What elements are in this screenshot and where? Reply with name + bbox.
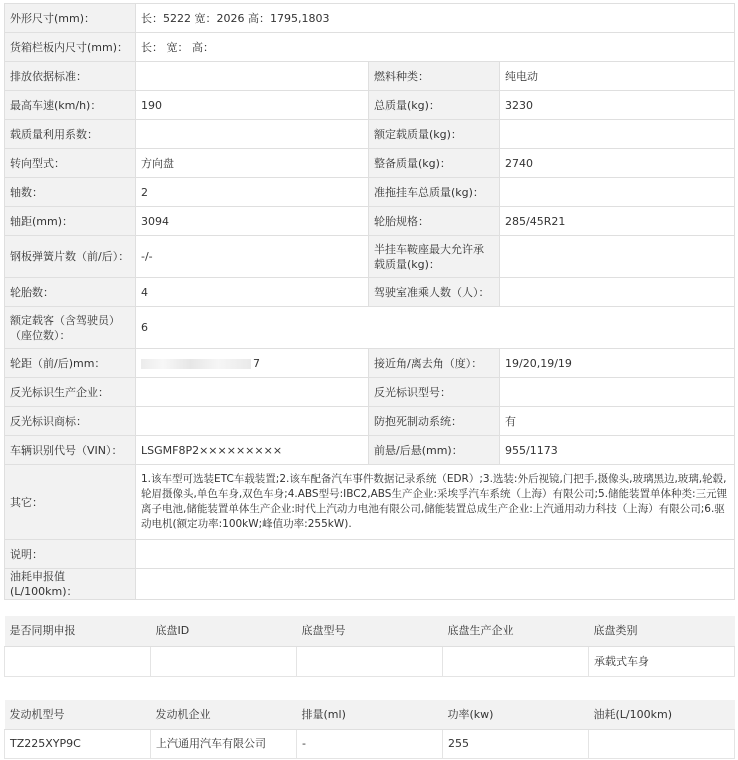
engine-header-model: 发动机型号 [5, 700, 151, 729]
track-value-end: 7 [253, 356, 260, 370]
vin-label: 车辆识别代号（VIN）： [5, 436, 136, 465]
engine-header-displacement: 排量(ml) [297, 700, 443, 729]
speed-value: 190 [136, 91, 369, 120]
wheelbase-label: 轴距(mm)： [5, 207, 136, 236]
gross-value: 3230 [500, 91, 735, 120]
spec-row-cargo [5, 33, 735, 62]
engine-fuelcons [589, 729, 735, 758]
chassis-maker [443, 646, 589, 676]
track-label: 轮距（前/后)mm： [5, 349, 136, 378]
refl-brand-label: 反光标识商标： [5, 407, 136, 436]
chassis-header-model: 底盘型号 [297, 616, 443, 646]
saddle-value [500, 236, 735, 278]
speed-label: 最高车速(km/h)： [5, 91, 136, 120]
tire-value: 285/45R21 [500, 207, 735, 236]
seats-value: 6 [136, 307, 735, 349]
spec-row-tirecount [5, 278, 735, 307]
gross-label: 总质量(kg)： [369, 91, 500, 120]
spec-row-track [5, 349, 735, 378]
chassis-table [4, 616, 735, 677]
saddle-label: 半挂车鞍座最大允许承载质量(kg)： [369, 236, 500, 278]
engine-header-power: 功率(kw) [443, 700, 589, 729]
spec-row-emission [5, 62, 735, 91]
redacted-blur [141, 359, 251, 369]
curb-value: 2740 [500, 149, 735, 178]
chassis-model [297, 646, 443, 676]
spec-row-spring [5, 236, 735, 278]
engine-maker: 上汽通用汽车有限公司 [151, 729, 297, 758]
spec-row-fuelcons [5, 569, 735, 600]
axles-value: 2 [136, 178, 369, 207]
trailer-value [500, 178, 735, 207]
engine-displacement: - [297, 729, 443, 758]
steer-label: 转向型式： [5, 149, 136, 178]
spring-value: -/- [136, 236, 369, 278]
abs-label: 防抱死制动系统： [369, 407, 500, 436]
chassis-data-row [5, 646, 735, 676]
track-value [136, 349, 369, 378]
chassis-header-row [5, 616, 735, 646]
engine-table [4, 700, 735, 759]
fuelcons-label: 油耗申报值(L/100km)： [5, 569, 136, 600]
other-label: 其它： [5, 465, 136, 540]
spec-row-axles [5, 178, 735, 207]
refl-brand-value [136, 407, 369, 436]
spec-row-steer [5, 149, 735, 178]
overhang-label: 前悬/后悬(mm)： [369, 436, 500, 465]
refl-maker-value [136, 378, 369, 407]
tirecount-label: 轮胎数： [5, 278, 136, 307]
vin-value: LSGMF8P2××××××××× [136, 436, 369, 465]
spec-row-vin [5, 436, 735, 465]
angle-label: 接近角/离去角（度）： [369, 349, 500, 378]
spec-row-reflbrand [5, 407, 735, 436]
refl-model-value [500, 378, 735, 407]
engine-model: TZ225XYP9C [5, 729, 151, 758]
steer-value: 方向盘 [136, 149, 369, 178]
tirecount-value: 4 [136, 278, 369, 307]
cab-value [500, 278, 735, 307]
tire-label: 轮胎规格： [369, 207, 500, 236]
chassis-id [151, 646, 297, 676]
cargo-value: 长： 宽： 高： [136, 33, 735, 62]
spec-row-note [5, 540, 735, 569]
chassis-header-sync: 是否同期申报 [5, 616, 151, 646]
chassis-header-id: 底盘ID [151, 616, 297, 646]
note-value [136, 540, 735, 569]
angle-value: 19/20,19/19 [500, 349, 735, 378]
fuel-label: 燃料种类： [369, 62, 500, 91]
overhang-value: 955/1173 [500, 436, 735, 465]
spec-row-loadcoef [5, 120, 735, 149]
emission-value [136, 62, 369, 91]
engine-header-fuelcons: 油耗(L/100km) [589, 700, 735, 729]
spec-row-reflmaker [5, 378, 735, 407]
loadcoef-label: 载质量利用系数： [5, 120, 136, 149]
spec-row-dims [5, 4, 735, 33]
other-value: 1.该车型可选装ETC车载装置;2.该车配备汽车事件数据记录系统（EDR）;3.选装:外后视镜,门把手,摄像头,玻璃黑边,玻璃,轮毂,轮眉摄像头,单色车身,双色车身;4.ABS型号:IBC2,ABS生产企业:采埃孚汽车系统（上海）有限公司;5.储能装置单体种类:三元锂离子电池,储能装置单体生产企业:时代上汽动力电池有限公司,储能装置总成生产企业:上汽通用动力科技（上海）有限公司;6.驱动电机(额定功率:100kW;峰值功率:255kW). [136, 465, 735, 540]
trailer-label: 准拖挂车总质量(kg)： [369, 178, 500, 207]
spring-label: 钢板弹簧片数（前/后）： [5, 236, 136, 278]
fuelcons-value [136, 569, 735, 600]
chassis-sync [5, 646, 151, 676]
cab-label: 驾驶室准乘人数（人）： [369, 278, 500, 307]
chassis-type: 承载式车身 [589, 646, 735, 676]
dims-value: 长：5222 宽：2026 高：1795,1803 [136, 4, 735, 33]
fuel-value: 纯电动 [500, 62, 735, 91]
spec-row-other [5, 465, 735, 540]
refl-model-label: 反光标识型号： [369, 378, 500, 407]
spec-table [4, 3, 735, 600]
cargo-label: 货箱栏板内尺寸(mm)： [5, 33, 136, 62]
ratedload-label: 额定载质量(kg)： [369, 120, 500, 149]
engine-header-row [5, 700, 735, 729]
loadcoef-value [136, 120, 369, 149]
chassis-header-type: 底盘类别 [589, 616, 735, 646]
spec-row-wheelbase [5, 207, 735, 236]
dims-label: 外形尺寸(mm)： [5, 4, 136, 33]
seats-label: 额定载客（含驾驶员）（座位数）： [5, 307, 136, 349]
engine-data-row [5, 729, 735, 758]
chassis-header-maker: 底盘生产企业 [443, 616, 589, 646]
note-label: 说明： [5, 540, 136, 569]
axles-label: 轴数： [5, 178, 136, 207]
ratedload-value [500, 120, 735, 149]
wheelbase-value: 3094 [136, 207, 369, 236]
refl-maker-label: 反光标识生产企业： [5, 378, 136, 407]
curb-label: 整备质量(kg)： [369, 149, 500, 178]
spec-row-seats [5, 307, 735, 349]
emission-label: 排放依据标准： [5, 62, 136, 91]
engine-header-maker: 发动机企业 [151, 700, 297, 729]
engine-power: 255 [443, 729, 589, 758]
abs-value: 有 [500, 407, 735, 436]
spec-row-speed [5, 91, 735, 120]
